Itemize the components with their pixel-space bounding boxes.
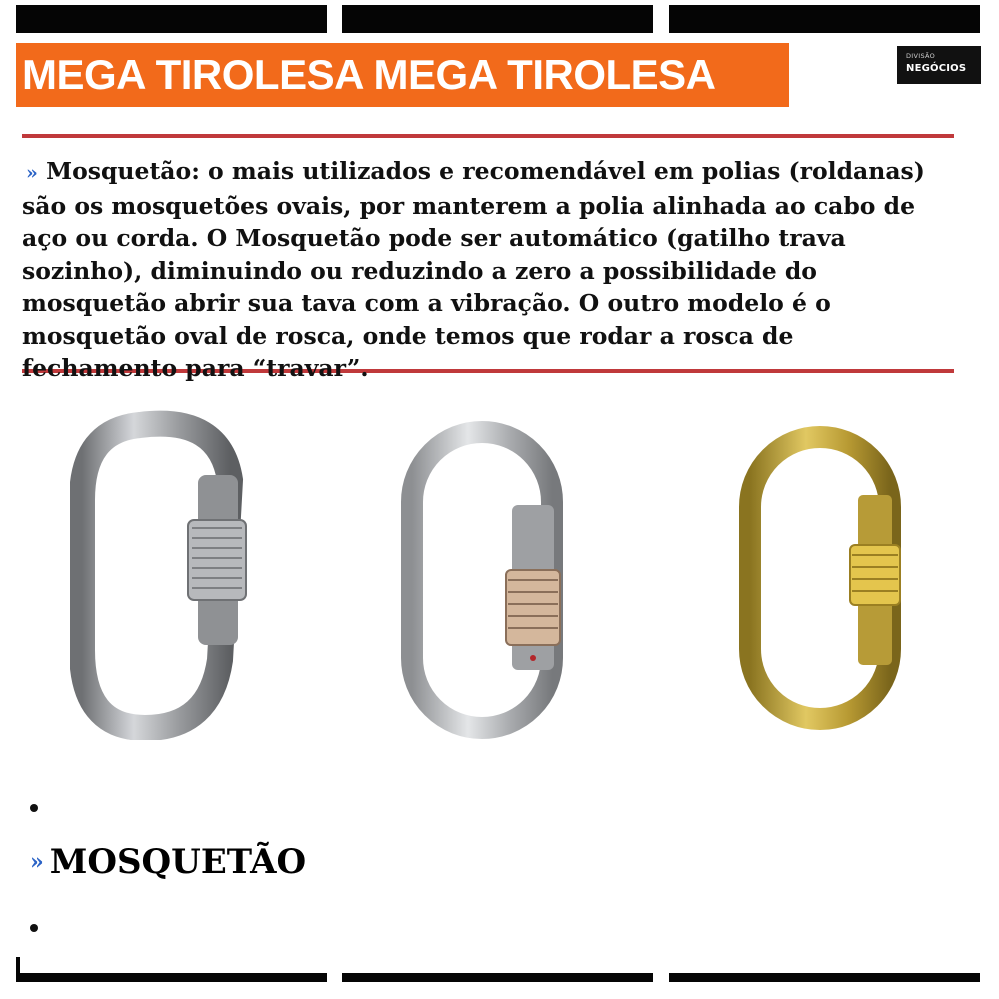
logo-line-2: NEGÓCIOS <box>906 63 967 74</box>
bullet-point <box>30 924 38 932</box>
banner-title: MEGA TIROLESA MEGA TIROLESA <box>22 51 716 98</box>
section-heading <box>30 842 306 882</box>
bottom-bar-right <box>669 973 980 982</box>
bottom-bar-center <box>342 973 653 982</box>
bottom-bar-left <box>16 973 327 982</box>
top-bar-left <box>16 5 327 33</box>
carabiner-silver-image <box>400 420 570 740</box>
bullet-point <box>30 804 38 812</box>
article-text: Mosquetão: o mais utilizados e recomendável em polias (roldanas) são os mosquetões ovais, por manterem a polia alinhada ao cabo de aço ou corda. O Mosquetão pode ser automático (gatilho trava sozinho), diminuindo ou reduzindo a zero a possibilidade do mosquetão abrir sua tava com a vibração. O outro modelo é o mosquetão oval de rosca, onde temos que rodar a rosca de fechamento para “travar”. <box>22 157 925 382</box>
logo-line-1: DIVISÃO <box>906 52 936 60</box>
top-bar-right <box>669 5 980 33</box>
chevron-icon: » <box>30 849 44 875</box>
section-heading-text: MOSQUETÃO <box>49 842 307 882</box>
article-paragraph <box>22 155 952 385</box>
carabiner-steel-image <box>70 410 260 740</box>
chevron-icon: » <box>26 162 38 184</box>
divider-top <box>22 134 954 138</box>
divisao-negocios-logo <box>897 46 981 84</box>
top-bar-center <box>342 5 653 33</box>
carabiner-gold-image <box>738 425 908 730</box>
